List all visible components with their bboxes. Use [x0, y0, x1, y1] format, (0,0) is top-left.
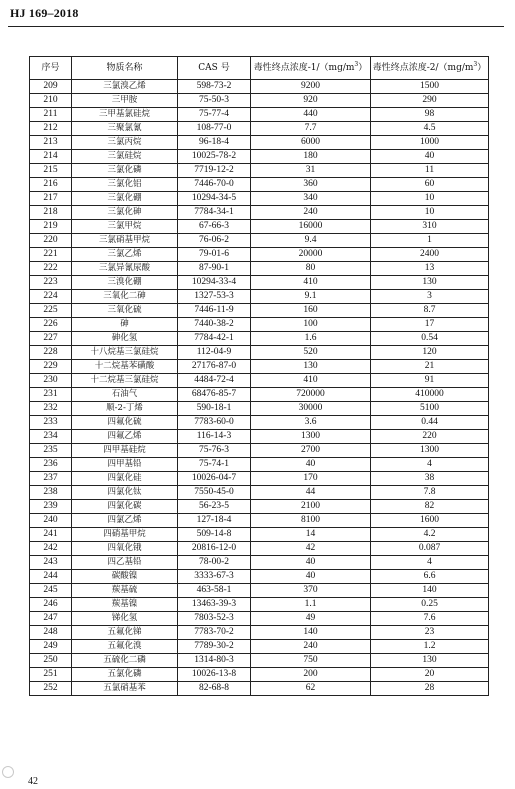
cell-no: 251 [30, 668, 72, 682]
cell-no: 211 [30, 108, 72, 122]
cell-toxicity-2: 38 [371, 472, 489, 486]
table-row [30, 220, 489, 234]
cell-cas-number: 7789-30-2 [178, 640, 251, 654]
table-row [30, 598, 489, 612]
cell-toxicity-2: 0.087 [371, 542, 489, 556]
cell-substance-name: 三氯丙烷 [72, 136, 178, 150]
table-row [30, 612, 489, 626]
cell-toxicity-1: 30000 [251, 402, 371, 416]
cell-substance-name: 五硫化二磷 [72, 654, 178, 668]
table-row [30, 80, 489, 94]
cell-toxicity-1: 3.6 [251, 416, 371, 430]
cell-toxicity-2: 60 [371, 178, 489, 192]
cell-no: 238 [30, 486, 72, 500]
cell-substance-name: 三氧化硫 [72, 304, 178, 318]
cell-substance-name: 四氯化碳 [72, 500, 178, 514]
cell-substance-name: 三氯溴乙烯 [72, 80, 178, 94]
cell-substance-name: 羰基镍 [72, 598, 178, 612]
table-row [30, 486, 489, 500]
header-toxicity-1-close: ） [358, 62, 368, 73]
header-toxicity-2-label: 毒性终点浓度-2/（mg/m [372, 62, 474, 73]
cell-toxicity-1: 180 [251, 150, 371, 164]
watermark [2, 766, 14, 778]
cell-no: 225 [30, 304, 72, 318]
table-row [30, 374, 489, 388]
cell-toxicity-1: 140 [251, 626, 371, 640]
header-rule [8, 26, 504, 27]
cell-toxicity-1: 44 [251, 486, 371, 500]
cell-substance-name: 三甲胺 [72, 94, 178, 108]
cell-substance-name: 三氯化铝 [72, 178, 178, 192]
cell-toxicity-1: 750 [251, 654, 371, 668]
page-number: 42 [28, 776, 38, 787]
cell-substance-name: 五氯化磷 [72, 668, 178, 682]
cell-toxicity-2: 10 [371, 206, 489, 220]
cell-toxicity-2: 3 [371, 290, 489, 304]
cell-cas-number: 7784-42-1 [178, 332, 251, 346]
table-row [30, 108, 489, 122]
table-row [30, 94, 489, 108]
cell-cas-number: 96-18-4 [178, 136, 251, 150]
cell-toxicity-2: 1000 [371, 136, 489, 150]
cell-toxicity-1: 340 [251, 192, 371, 206]
table-row [30, 402, 489, 416]
cell-no: 236 [30, 458, 72, 472]
cell-toxicity-1: 920 [251, 94, 371, 108]
cell-no: 243 [30, 556, 72, 570]
cell-cas-number: 108-77-0 [178, 122, 251, 136]
cell-no: 237 [30, 472, 72, 486]
cell-cas-number: 20816-12-0 [178, 542, 251, 556]
cell-cas-number: 463-58-1 [178, 584, 251, 598]
cell-toxicity-1: 16000 [251, 220, 371, 234]
cell-toxicity-2: 140 [371, 584, 489, 598]
substance-table-container [29, 56, 488, 696]
cell-no: 219 [30, 220, 72, 234]
cell-cas-number: 75-74-1 [178, 458, 251, 472]
cell-cas-number: 68476-85-7 [178, 388, 251, 402]
cell-cas-number: 10026-13-8 [178, 668, 251, 682]
cell-toxicity-1: 8100 [251, 514, 371, 528]
table-row [30, 318, 489, 332]
cell-toxicity-2: 310 [371, 220, 489, 234]
cell-cas-number: 7550-45-0 [178, 486, 251, 500]
cell-substance-name: 十八烷基三氯硅烷 [72, 346, 178, 360]
cell-no: 214 [30, 150, 72, 164]
cell-toxicity-2: 17 [371, 318, 489, 332]
cell-toxicity-1: 40 [251, 458, 371, 472]
cell-toxicity-1: 1300 [251, 430, 371, 444]
cell-substance-name: 三氯甲烷 [72, 220, 178, 234]
cell-no: 235 [30, 444, 72, 458]
cell-toxicity-1: 410 [251, 276, 371, 290]
cell-substance-name: 四氟化硫 [72, 416, 178, 430]
cell-cas-number: 7719-12-2 [178, 164, 251, 178]
cell-cas-number: 1314-80-3 [178, 654, 251, 668]
document-code: HJ 169–2018 [10, 6, 79, 20]
cell-cas-number: 116-14-3 [178, 430, 251, 444]
header-toxicity-2-close: ） [477, 62, 487, 73]
cell-substance-name: 四乙基铅 [72, 556, 178, 570]
cell-toxicity-2: 0.54 [371, 332, 489, 346]
table-row [30, 164, 489, 178]
cell-substance-name: 四氯化钛 [72, 486, 178, 500]
cell-substance-name: 三氯化磷 [72, 164, 178, 178]
cell-toxicity-2: 4.5 [371, 122, 489, 136]
cell-toxicity-1: 40 [251, 556, 371, 570]
cell-substance-name: 锑化氢 [72, 612, 178, 626]
table-row [30, 668, 489, 682]
cell-toxicity-2: 6.6 [371, 570, 489, 584]
cell-toxicity-2: 10 [371, 192, 489, 206]
table-row [30, 444, 489, 458]
table-row [30, 654, 489, 668]
cell-toxicity-2: 21 [371, 360, 489, 374]
cell-toxicity-1: 6000 [251, 136, 371, 150]
cell-toxicity-2: 91 [371, 374, 489, 388]
table-row [30, 556, 489, 570]
cell-toxicity-2: 82 [371, 500, 489, 514]
header-name: 物质名称 [72, 57, 178, 80]
cell-toxicity-2: 28 [371, 682, 489, 696]
table-row [30, 262, 489, 276]
table-row [30, 682, 489, 696]
cell-cas-number: 4484-72-4 [178, 374, 251, 388]
cell-toxicity-1: 240 [251, 206, 371, 220]
cell-toxicity-2: 220 [371, 430, 489, 444]
table-row [30, 150, 489, 164]
cell-toxicity-1: 160 [251, 304, 371, 318]
cell-cas-number: 7446-11-9 [178, 304, 251, 318]
cell-toxicity-2: 4 [371, 556, 489, 570]
cell-no: 220 [30, 234, 72, 248]
cell-toxicity-1: 62 [251, 682, 371, 696]
substance-table [29, 56, 489, 696]
cell-substance-name: 三氯硅烷 [72, 150, 178, 164]
cell-no: 227 [30, 332, 72, 346]
cell-substance-name: 五氟化溴 [72, 640, 178, 654]
cell-substance-name: 三氯化砷 [72, 206, 178, 220]
cell-cas-number: 7783-60-0 [178, 416, 251, 430]
cell-cas-number: 598-73-2 [178, 80, 251, 94]
cell-toxicity-2: 1500 [371, 80, 489, 94]
table-row [30, 290, 489, 304]
cell-toxicity-1: 1.6 [251, 332, 371, 346]
cell-cas-number: 509-14-8 [178, 528, 251, 542]
table-row [30, 500, 489, 514]
cell-toxicity-1: 440 [251, 108, 371, 122]
table-row [30, 276, 489, 290]
cell-cas-number: 7446-70-0 [178, 178, 251, 192]
cell-toxicity-2: 120 [371, 346, 489, 360]
cell-no: 223 [30, 276, 72, 290]
cell-substance-name: 三甲基氯硅烷 [72, 108, 178, 122]
cell-no: 212 [30, 122, 72, 136]
cell-toxicity-1: 170 [251, 472, 371, 486]
cell-cas-number: 7440-38-2 [178, 318, 251, 332]
watermark-logo-icon [2, 766, 14, 778]
cell-no: 218 [30, 206, 72, 220]
cell-substance-name: 十二烷基三氯硅烷 [72, 374, 178, 388]
cell-substance-name: 砷化氢 [72, 332, 178, 346]
cell-toxicity-1: 31 [251, 164, 371, 178]
cell-cas-number: 87-90-1 [178, 262, 251, 276]
header-no: 序号 [30, 57, 72, 80]
cell-cas-number: 75-76-3 [178, 444, 251, 458]
cell-toxicity-2: 23 [371, 626, 489, 640]
cell-no: 234 [30, 430, 72, 444]
cell-cas-number: 112-04-9 [178, 346, 251, 360]
cell-cas-number: 79-01-6 [178, 248, 251, 262]
header-toxicity-2 [371, 57, 489, 80]
cell-cas-number: 7803-52-3 [178, 612, 251, 626]
cell-substance-name: 四氧化锇 [72, 542, 178, 556]
table-row [30, 192, 489, 206]
cell-substance-name: 四氯乙烯 [72, 514, 178, 528]
cell-toxicity-1: 40 [251, 570, 371, 584]
table-row [30, 248, 489, 262]
cell-toxicity-1: 370 [251, 584, 371, 598]
table-row [30, 360, 489, 374]
table-row [30, 122, 489, 136]
table-row [30, 304, 489, 318]
cell-cas-number: 7783-70-2 [178, 626, 251, 640]
cell-toxicity-1: 1.1 [251, 598, 371, 612]
cell-toxicity-1: 42 [251, 542, 371, 556]
cell-toxicity-2: 98 [371, 108, 489, 122]
unit-exponent: 3 [354, 60, 359, 68]
cell-no: 230 [30, 374, 72, 388]
table-row [30, 584, 489, 598]
cell-no: 249 [30, 640, 72, 654]
cell-toxicity-1: 20000 [251, 248, 371, 262]
cell-substance-name: 三聚氯氰 [72, 122, 178, 136]
cell-cas-number: 7784-34-1 [178, 206, 251, 220]
cell-substance-name: 三氧化二砷 [72, 290, 178, 304]
unit-exponent: 3 [473, 60, 478, 68]
cell-toxicity-2: 1 [371, 234, 489, 248]
cell-substance-name: 石油气 [72, 388, 178, 402]
cell-no: 217 [30, 192, 72, 206]
cell-no: 221 [30, 248, 72, 262]
cell-no: 224 [30, 290, 72, 304]
cell-no: 242 [30, 542, 72, 556]
cell-no: 245 [30, 584, 72, 598]
cell-cas-number: 127-18-4 [178, 514, 251, 528]
cell-toxicity-1: 7.7 [251, 122, 371, 136]
cell-no: 231 [30, 388, 72, 402]
cell-toxicity-1: 14 [251, 528, 371, 542]
cell-cas-number: 56-23-5 [178, 500, 251, 514]
cell-toxicity-1: 520 [251, 346, 371, 360]
cell-toxicity-1: 360 [251, 178, 371, 192]
cell-toxicity-1: 410 [251, 374, 371, 388]
table-row [30, 136, 489, 150]
cell-substance-name: 三氯异氰尿酸 [72, 262, 178, 276]
table-row [30, 640, 489, 654]
table-row [30, 388, 489, 402]
cell-no: 228 [30, 346, 72, 360]
cell-cas-number: 10294-33-4 [178, 276, 251, 290]
cell-toxicity-1: 9.1 [251, 290, 371, 304]
cell-toxicity-2: 8.7 [371, 304, 489, 318]
cell-toxicity-2: 130 [371, 276, 489, 290]
cell-substance-name: 四甲基铅 [72, 458, 178, 472]
cell-substance-name: 四氯化硅 [72, 472, 178, 486]
cell-toxicity-2: 290 [371, 94, 489, 108]
table-row [30, 528, 489, 542]
table-row [30, 570, 489, 584]
cell-toxicity-1: 9200 [251, 80, 371, 94]
cell-toxicity-2: 1300 [371, 444, 489, 458]
cell-toxicity-1: 100 [251, 318, 371, 332]
cell-cas-number: 67-66-3 [178, 220, 251, 234]
header-toxicity-1-label: 毒性终点浓度-1/（mg/m [253, 62, 355, 73]
cell-substance-name: 五氟化锑 [72, 626, 178, 640]
cell-cas-number: 10294-34-5 [178, 192, 251, 206]
cell-toxicity-2: 5100 [371, 402, 489, 416]
cell-toxicity-1: 200 [251, 668, 371, 682]
cell-substance-name: 砷 [72, 318, 178, 332]
cell-no: 229 [30, 360, 72, 374]
cell-toxicity-2: 2400 [371, 248, 489, 262]
header-cas: CAS 号 [178, 57, 251, 80]
cell-toxicity-1: 9.4 [251, 234, 371, 248]
cell-toxicity-1: 2100 [251, 500, 371, 514]
table-row [30, 430, 489, 444]
table-row [30, 458, 489, 472]
cell-no: 252 [30, 682, 72, 696]
cell-no: 226 [30, 318, 72, 332]
cell-no: 248 [30, 626, 72, 640]
table-row [30, 542, 489, 556]
cell-substance-name: 顺-2-丁烯 [72, 402, 178, 416]
cell-cas-number: 78-00-2 [178, 556, 251, 570]
cell-toxicity-2: 20 [371, 668, 489, 682]
table-row [30, 332, 489, 346]
table-row [30, 416, 489, 430]
cell-no: 250 [30, 654, 72, 668]
cell-toxicity-2: 1.2 [371, 640, 489, 654]
cell-toxicity-2: 11 [371, 164, 489, 178]
cell-toxicity-2: 130 [371, 654, 489, 668]
cell-toxicity-1: 130 [251, 360, 371, 374]
cell-no: 222 [30, 262, 72, 276]
cell-toxicity-1: 720000 [251, 388, 371, 402]
cell-no: 247 [30, 612, 72, 626]
cell-cas-number: 76-06-2 [178, 234, 251, 248]
cell-substance-name: 四氟乙烯 [72, 430, 178, 444]
cell-substance-name: 三氯化硼 [72, 192, 178, 206]
cell-substance-name: 碳酸镍 [72, 570, 178, 584]
cell-toxicity-2: 7.8 [371, 486, 489, 500]
header-toxicity-1 [251, 57, 371, 80]
cell-no: 210 [30, 94, 72, 108]
cell-no: 241 [30, 528, 72, 542]
cell-cas-number: 75-77-4 [178, 108, 251, 122]
cell-cas-number: 10026-04-7 [178, 472, 251, 486]
cell-substance-name: 十二烷基苯磺酸 [72, 360, 178, 374]
cell-no: 209 [30, 80, 72, 94]
cell-toxicity-2: 4.2 [371, 528, 489, 542]
cell-no: 213 [30, 136, 72, 150]
cell-cas-number: 1327-53-3 [178, 290, 251, 304]
cell-substance-name: 三氯乙烯 [72, 248, 178, 262]
cell-cas-number: 27176-87-0 [178, 360, 251, 374]
cell-toxicity-2: 1600 [371, 514, 489, 528]
cell-cas-number: 82-68-8 [178, 682, 251, 696]
cell-toxicity-2: 13 [371, 262, 489, 276]
cell-no: 240 [30, 514, 72, 528]
cell-toxicity-1: 80 [251, 262, 371, 276]
table-row [30, 234, 489, 248]
cell-toxicity-2: 4 [371, 458, 489, 472]
table-row [30, 626, 489, 640]
table-row [30, 178, 489, 192]
cell-toxicity-1: 2700 [251, 444, 371, 458]
cell-no: 246 [30, 598, 72, 612]
cell-no: 244 [30, 570, 72, 584]
cell-substance-name: 三氯硝基甲烷 [72, 234, 178, 248]
cell-substance-name: 四硝基甲烷 [72, 528, 178, 542]
cell-toxicity-2: 0.25 [371, 598, 489, 612]
table-row [30, 514, 489, 528]
cell-no: 233 [30, 416, 72, 430]
cell-substance-name: 羰基硫 [72, 584, 178, 598]
cell-substance-name: 三溴化硼 [72, 276, 178, 290]
cell-no: 232 [30, 402, 72, 416]
cell-toxicity-2: 40 [371, 150, 489, 164]
table-row [30, 472, 489, 486]
table-row [30, 206, 489, 220]
table-body [30, 80, 489, 696]
cell-cas-number: 3333-67-3 [178, 570, 251, 584]
cell-toxicity-2: 7.6 [371, 612, 489, 626]
cell-substance-name: 四甲基硅烷 [72, 444, 178, 458]
cell-no: 216 [30, 178, 72, 192]
cell-cas-number: 13463-39-3 [178, 598, 251, 612]
cell-toxicity-2: 0.44 [371, 416, 489, 430]
cell-toxicity-2: 410000 [371, 388, 489, 402]
cell-cas-number: 590-18-1 [178, 402, 251, 416]
cell-cas-number: 75-50-3 [178, 94, 251, 108]
table-row [30, 346, 489, 360]
cell-toxicity-1: 240 [251, 640, 371, 654]
cell-cas-number: 10025-78-2 [178, 150, 251, 164]
cell-no: 215 [30, 164, 72, 178]
table-header-row [30, 57, 489, 80]
cell-toxicity-1: 49 [251, 612, 371, 626]
cell-substance-name: 五氯硝基苯 [72, 682, 178, 696]
cell-no: 239 [30, 500, 72, 514]
